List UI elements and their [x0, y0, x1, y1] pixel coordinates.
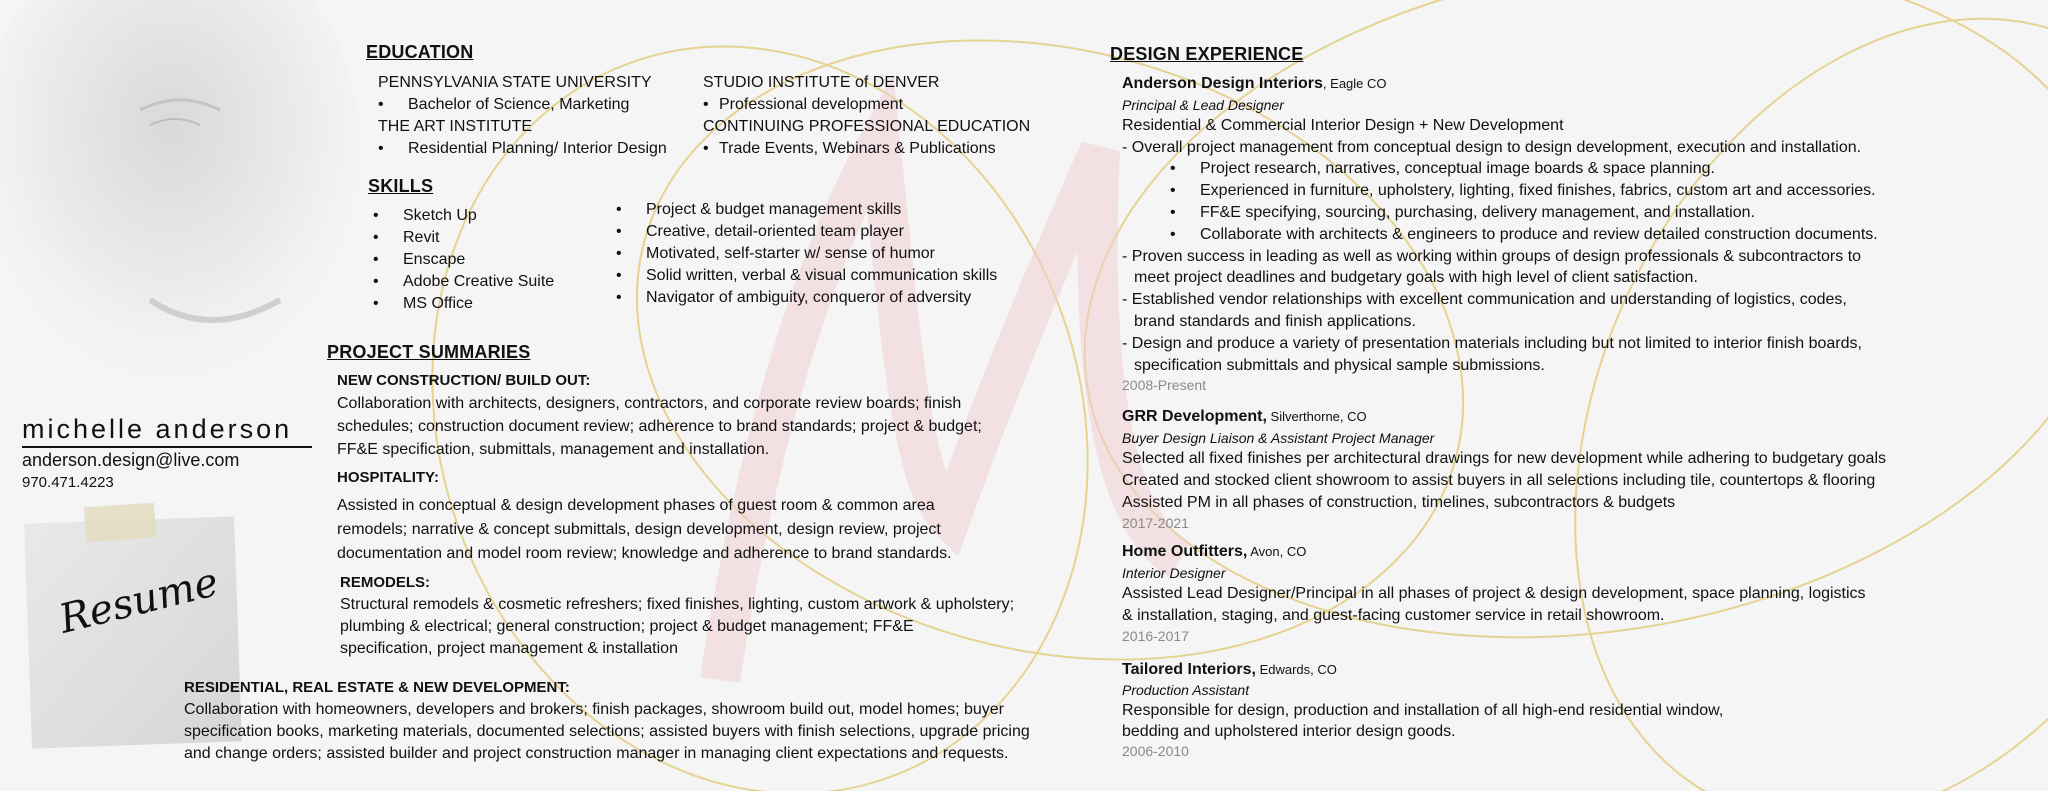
- job-line: Responsible for design, production and installation of all high-end residential window,: [1122, 702, 1724, 719]
- education-left: [378, 72, 667, 160]
- degree-item: • Professional development: [703, 94, 1030, 116]
- job-bullet: • Project research, narratives, conceptual image boards & space planning.: [1170, 158, 1878, 180]
- job-role: Buyer Design Liaison & Assistant Project Manager: [1122, 430, 1435, 446]
- degree-item: • Residential Planning/ Interior Design: [378, 138, 667, 160]
- job-role: Principal & Lead Designer: [1122, 96, 1284, 113]
- job-bullet: • Experienced in furniture, upholstery, lighting, fixed finishes, fabrics, custom art and accessories.: [1170, 180, 1878, 202]
- skill-item: • Adobe Creative Suite: [373, 271, 554, 293]
- job-line: - Established vendor relationships with excellent communication and understanding of logistics, codes,: [1122, 291, 1847, 309]
- skill-item: • Enscape: [373, 249, 554, 271]
- phone-text: 970.471.4223: [22, 474, 114, 491]
- job-dates: 2016-2017: [1122, 628, 1189, 644]
- company-name: Home Outfitters,: [1122, 543, 1248, 560]
- company-location: Silverthorne, CO: [1266, 409, 1367, 424]
- section-line: documentation and model room review; knowledge and adherence to brand standards.: [337, 545, 952, 562]
- job-line: meet project deadlines and budgetary goals with high level of client satisfaction.: [1134, 269, 1698, 287]
- job-tailored-interiors: [1122, 659, 1723, 760]
- school-name: THE ART INSTITUTE: [378, 118, 533, 135]
- company-name: GRR Development,: [1122, 408, 1267, 425]
- company-location: Edwards, CO: [1255, 662, 1337, 677]
- section-line: and change orders; assisted builder and project construction manager in managing client expectations and requests.: [184, 745, 1009, 762]
- education-heading: EDUCATION: [366, 42, 474, 62]
- section-title: RESIDENTIAL, REAL ESTATE & NEW DEVELOPMENT:: [184, 679, 570, 696]
- skill-item: • Solid written, verbal & visual communication skills: [616, 265, 997, 287]
- job-home-outfitters: [1122, 541, 1866, 645]
- job-role: Interior Designer: [1122, 565, 1226, 581]
- skill-item: • Revit: [373, 227, 554, 249]
- section-title: HOSPITALITY:: [337, 469, 439, 486]
- section-line: Assisted in conceptual & design development phases of guest room & common area: [337, 497, 935, 514]
- job-line: Assisted PM in all phases of construction, timelines, subcontractors & budgets: [1122, 494, 1676, 511]
- job-bullet: • FF&E specifying, sourcing, purchasing, delivery management, and installation.: [1170, 202, 1878, 224]
- section-title: NEW CONSTRUCTION/ BUILD OUT:: [337, 372, 591, 389]
- new-construction-section: [337, 369, 982, 461]
- skill-item: • Navigator of ambiguity, conqueror of adversity: [616, 287, 997, 309]
- section-line: schedules; construction document review; adherence to brand standards; project & budget;: [337, 418, 982, 435]
- company-location: Avon, CO: [1247, 544, 1307, 559]
- education-right: [703, 72, 1030, 160]
- section-line: plumbing & electrical; general construction; project & budget management; FF&E: [340, 618, 914, 635]
- section-line: specification books, marketing materials, documented selections; assisted buyers with finish selections, upgrade pricing: [184, 723, 1030, 740]
- school-name: STUDIO INSTITUTE of DENVER: [703, 74, 940, 91]
- section-line: FF&E specification, submittals, management and installation.: [337, 441, 770, 458]
- degree-item: • Bachelor of Science, Marketing: [378, 94, 667, 116]
- section-line: Structural remodels & cosmetic refreshers; fixed finishes, lighting, custom artwork & upholstery;: [340, 596, 1015, 613]
- job-line: Selected all fixed finishes per architectural drawings for new development while adhering to budgetary goals: [1122, 450, 1886, 467]
- school-name: PENNSYLVANIA STATE UNIVERSITY: [378, 74, 652, 91]
- job-line: bedding and upholstered interior design goods.: [1122, 723, 1456, 740]
- software-skills-list: [373, 205, 554, 315]
- company-name: Tailored Interiors,: [1122, 661, 1256, 678]
- job-grr-development: [1122, 406, 1886, 532]
- remodels-section: [340, 572, 1014, 660]
- job-line: - Design and produce a variety of presentation materials including but not limited to interior finish boards,: [1122, 334, 1862, 352]
- job-bullet: • Collaborate with architects & engineers to produce and review detailed construction documents.: [1170, 224, 1878, 246]
- job-line: & installation, staging, and guest-facing customer service in retail showroom.: [1122, 607, 1665, 624]
- job-line: Assisted Lead Designer/Principal in all phases of project & design development, space planning, logistics: [1122, 585, 1866, 602]
- residential-section: [184, 677, 1030, 765]
- job-line: Residential & Commercial Interior Design + New Development: [1122, 116, 1564, 134]
- job-dates: 2006-2010: [1122, 743, 1189, 759]
- degree-item: • Trade Events, Webinars & Publications: [703, 138, 1030, 160]
- hospitality-section: [337, 466, 952, 566]
- resume-note-label: Resume: [54, 559, 223, 643]
- skill-item: • Motivated, self-starter w/ sense of humor: [616, 243, 997, 265]
- section-line: remodels; narrative & concept submittals, design development, design review, project: [337, 521, 941, 538]
- job-role: Production Assistant: [1122, 682, 1250, 698]
- skill-item: • Creative, detail-oriented team player: [616, 221, 997, 243]
- company-location: , Eagle CO: [1322, 76, 1387, 91]
- job-line: specification submittals and physical sample submissions.: [1134, 356, 1545, 374]
- school-name: CONTINUING PROFESSIONAL EDUCATION: [703, 118, 1031, 135]
- trait-skills-list: [616, 199, 997, 309]
- job-line: - Proven success in leading as well as working within groups of design professionals & subcontractors to: [1122, 247, 1862, 265]
- section-line: Collaboration with homeowners, developers and brokers; finish packages, showroom build out, model homes; buyer: [184, 701, 1004, 718]
- section-line: specification, project management & installation: [340, 640, 678, 657]
- skill-item: • MS Office: [373, 293, 554, 315]
- job-dates: 2017-2021: [1122, 515, 1189, 531]
- candidate-name: michelle anderson: [22, 414, 293, 444]
- job-line: - Overall project management from conceptual design to design development, execution and installation.: [1122, 138, 1862, 156]
- skill-item: • Project & budget management skills: [616, 199, 997, 221]
- section-line: Collaboration with architects, designers, contractors, and corporate review boards; finish: [337, 395, 962, 412]
- design-experience-heading: DESIGN EXPERIENCE: [1110, 44, 1304, 64]
- job-dates: 2008-Present: [1122, 377, 1207, 394]
- section-title: REMODELS:: [340, 574, 430, 591]
- skills-heading: SKILLS: [368, 176, 434, 196]
- job-line: brand standards and finish applications.: [1134, 312, 1416, 330]
- job-anderson-design: [1122, 73, 1878, 394]
- skill-item: • Sketch Up: [373, 205, 554, 227]
- job-line: Created and stocked client showroom to assist buyers in all selections including tile, countertops & flooring: [1122, 472, 1876, 489]
- email-text: anderson.design@live.com: [22, 450, 240, 470]
- project-summaries-heading: PROJECT SUMMARIES: [327, 342, 531, 362]
- company-name: Anderson Design Interiors: [1122, 75, 1323, 92]
